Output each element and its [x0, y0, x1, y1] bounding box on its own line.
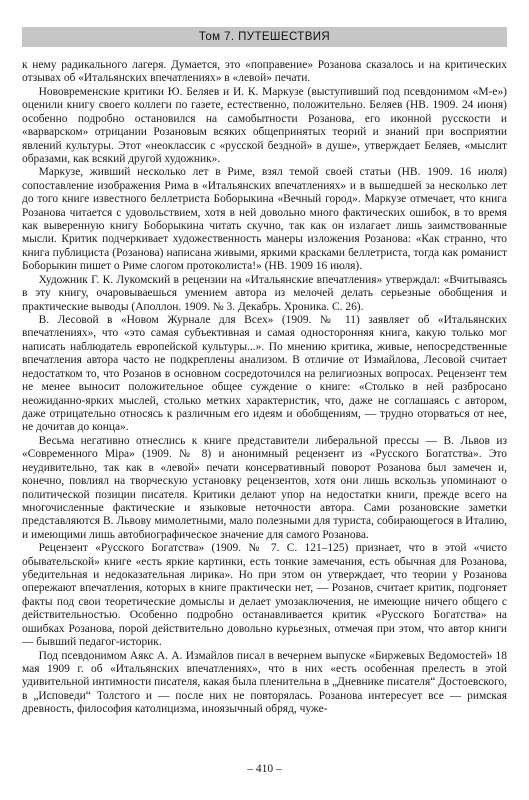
running-header — [22, 27, 507, 47]
paragraph: В. Лесовой в «Новом Журнале для Всех» (1909. № 11) заявляет об «Итальянских впечатлениях», что «это самая субъективная и самая односторонняя книга, какую только мог написать наблюдатель европейской культуры...». По мнению критика, живые, непосредственные впечатления автора часто не подкреплены анализом. В отличие от Измайлова, Лесовой считает недостатком то, что Розанов в основном сосредоточился на религиозных вопросах. Рецензент тем не менее выносит положительное общее суждение о книге: «Столько в ней разбросано неожиданно-ярких мыслей, столько метких характеристик, что, даже не соглашаясь с автором, даже отрицательно относясь к различным его идеям и обобщениям, — трудно оторваться от нее, не дочитав до конца». — [22, 314, 507, 434]
paragraph: Нововременские критики Ю. Беляев и И. К. Маркузе (выступивший под псевдонимом «М-е») оценили книгу своего коллеги по газете, естественно, положительно. Беляев (НВ. 1909. 24 июня) особенно подробно остановился на самобытности Розанова, его иконной русскости и «варварском» отрицании Розановым всяких общепринятых теорий и знаний при восприятии явлений культуры. Этот «неоклассик с «русской бездной» в душе», утверждает Беляев, «мыслит образами, как всякий другой художник». — [22, 85, 507, 165]
paragraph: Под псевдонимом Аякс А. А. Измайлов писал в вечернем выпуске «Биржевых Ведомостей» 18 мая 1909 г. об «Итальянских впечатлениях», что в них «есть особенная прелесть в этой удивительной интимности писателя, какая была пленительна в „Дневнике писателя“ Достоевского, в „Исповеди“ Толстого и — после них не повторялась. Розанова интересует все — римская древность, философия католицизма, иноязычный обряд, чуже- — [22, 649, 507, 716]
paragraph: Художник Г. К. Лукомский в рецензии на «Итальянские впечатления» утверждал: «Вчитываясь в эту книгу, очаровываешься умением автора из мелочей делать серьезные обобщения и практические выводы (Аполлон. 1909. № 3. Декабрь. Хроника. С. 26). — [22, 273, 507, 313]
paragraph-continued: к нему радикального лагеря. Думается, это «поправение» Розанова сказалось и на критических отзывах об «Итальянских впечатлениях» в «левой» печати. — [22, 59, 507, 85]
paragraph: Маркузе, живший несколько лет в Риме, взял темой своей статьи (НВ. 1909. 16 июля) сопоставление изображения Рима в «Итальянских впечатлениях» и в вышедшей за несколько лет до того книге известного беллетриста Боборыкина «Вечный город». Маркузе отмечает, что книга Розанова читается с удовольствием, хотя в ней довольно много фактических ошибок, в то время как выверенную книгу Боборыкина читать скучно, так как он излагает лишь заимствованные мысли. Критик подчеркивает художественность манеры изложения Розанова: «Как странно, что книга публициста (Розанова) написана живыми, яркими красками беллетриста, тогда как романист Боборыкин пишет о Риме слогом протоколиста!» (НВ. 1909 16 июля). — [22, 166, 507, 273]
page-body — [22, 59, 507, 717]
page-number: – 410 – — [247, 763, 282, 775]
paragraph: Весьма негативно отнеслись к книге представители либеральной прессы — В. Львов из «Современного Міра» (1909. № 8) и анонимный рецензент из «Русского Богатства». Это неудивительно, так как в «левой» печати консервативный поворот Розанова был замечен и, конечно, повлиял на творческую установку рецензентов, хотя они лишь вскользь упоминают о политической позиции писателя. Критики делают упор на недостатки книги, прежде всего на многочисленные фактические и языковые неточности автора. Сами розановские заметки представляются В. Львову мимолетными, мало полезными для туриста, собирающегося в Италию, и имеющими лишь автобиографическое значение для самого Розанова. — [22, 434, 507, 541]
running-header-title: Том 7. ПУТЕШЕСТВИЯ — [198, 31, 331, 43]
paragraph: Рецензент «Русского Богатства» (1909. № 7. С. 121–125) признает, что в этой «чисто обывательской» книге «есть яркие картинки, есть тонкие замечания, есть обычная для Розанова, убедительная и недоказательная лирика». Но при этом он утверждает, что теории у Розанова опережают впечатления, которых в книге практически нет, — Розанов, считает критик, подгоняет факты под свои теоретические домыслы и делает умозаключения, не имеющие ничего общего с действительностью. Особенно подробно останавливается критик «Русского Богатства» на ошибках Розанова, порой действительно довольно курьезных, отмечая при этом, что автор книги — бывший педагог-историк. — [22, 542, 507, 649]
